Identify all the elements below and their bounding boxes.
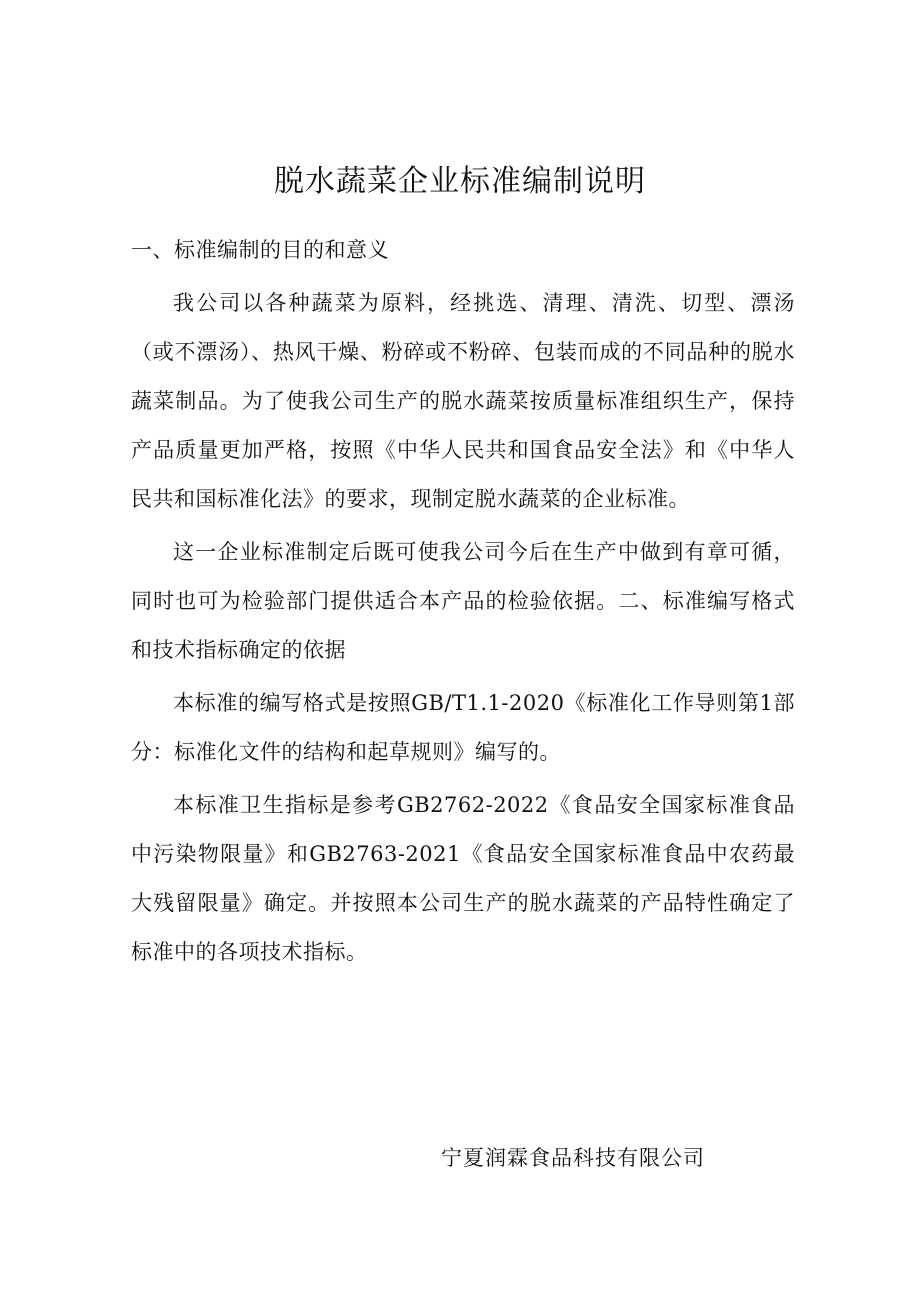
paragraph-significance: 这一企业标准制定后既可使我公司今后在生产中做到有章可循，同时也可为检验部门提供适合本产品的检验依据。二、标准编写格式和技术指标确定的依据 <box>131 540 795 662</box>
document-title: 脱水蔬菜企业标准编制说明 <box>274 164 646 199</box>
paragraph-indicators: 本标准卫生指标是参考GB2762-2022《食品安全国家标准食品中污染物限量》和GB2763-2021《食品安全国家标准食品中农药最大残留限量》确定。并按照本公司生产的脱水蔬菜的产品特性确定了标准中的各项技术指标。 <box>131 793 795 964</box>
paragraph-format: 本标准的编写格式是按照GB/T1.1-2020《标准化工作导则第1部分：标准化文件的结构和起草规则》编写的。 <box>131 691 795 764</box>
company-signature: 宁夏润霖食品科技有限公司 <box>441 1146 705 1170</box>
document-body <box>131 226 795 981</box>
section-heading: 一、标准编制的目的和意义 <box>131 238 389 262</box>
paragraph-purpose: 我公司以各种蔬菜为原料，经挑选、清理、清洗、切型、漂汤（或不漂汤）、热风干燥、粉碎或不粉碎、包装而成的不同品种的脱水蔬菜制品。为了使我公司生产的脱水蔬菜按质量标准组织生产，保持产品质量更加严格，按照《中华人民共和国食品安全法》和《中华人民共和国标准化法》的要求，现制定脱水蔬菜的企业标准。 <box>131 291 795 511</box>
